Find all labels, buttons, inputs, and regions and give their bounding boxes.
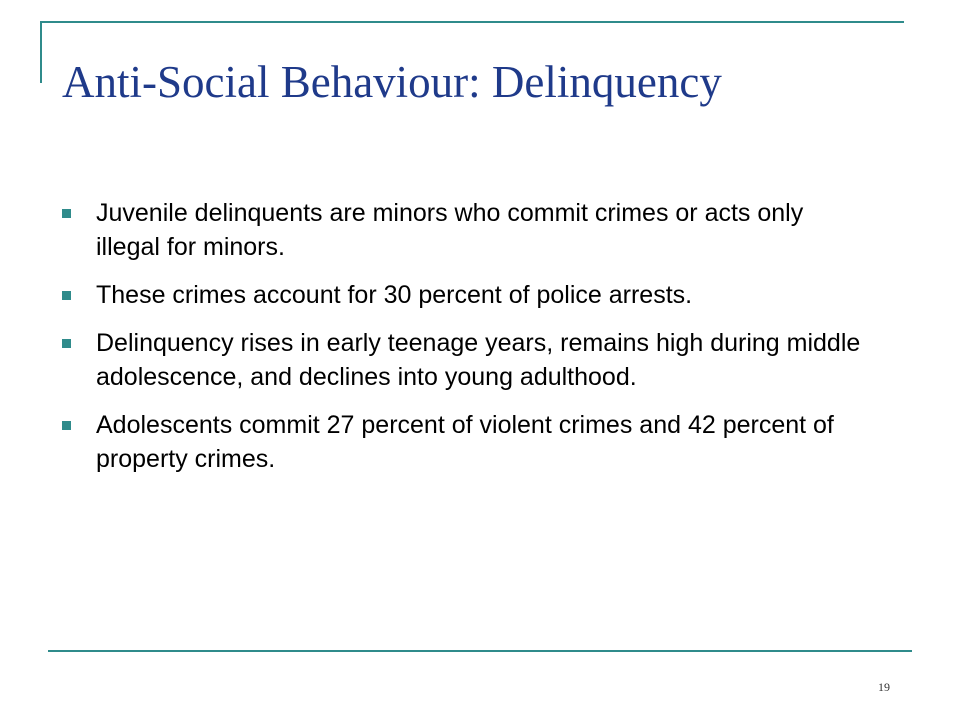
square-bullet-icon [62,209,71,218]
page-number: 19 [878,680,890,694]
square-bullet-icon [62,339,71,348]
bullet-item [62,278,862,312]
bullet-item [62,326,862,394]
bullet-item [62,408,862,476]
bullet-text: Juvenile delinquents are minors who commit crimes or acts only illegal for minors. [96,199,804,261]
frame-line-bottom [48,650,912,652]
square-bullet-icon [62,291,71,300]
frame-line-top [40,21,904,23]
bullet-text: Adolescents commit 27 percent of violent crimes and 42 percent of property crimes. [96,411,834,473]
bullet-list [62,196,862,490]
bullet-item [62,196,862,264]
frame-line-left [40,21,42,83]
bullet-text: These crimes account for 30 percent of police arrests. [96,281,693,309]
slide-title: Anti-Social Behaviour: Delinquency [62,57,722,107]
square-bullet-icon [62,421,71,430]
bullet-text: Delinquency rises in early teenage years, remains high during middle adolescence, and declines into young adulthood. [96,329,861,391]
